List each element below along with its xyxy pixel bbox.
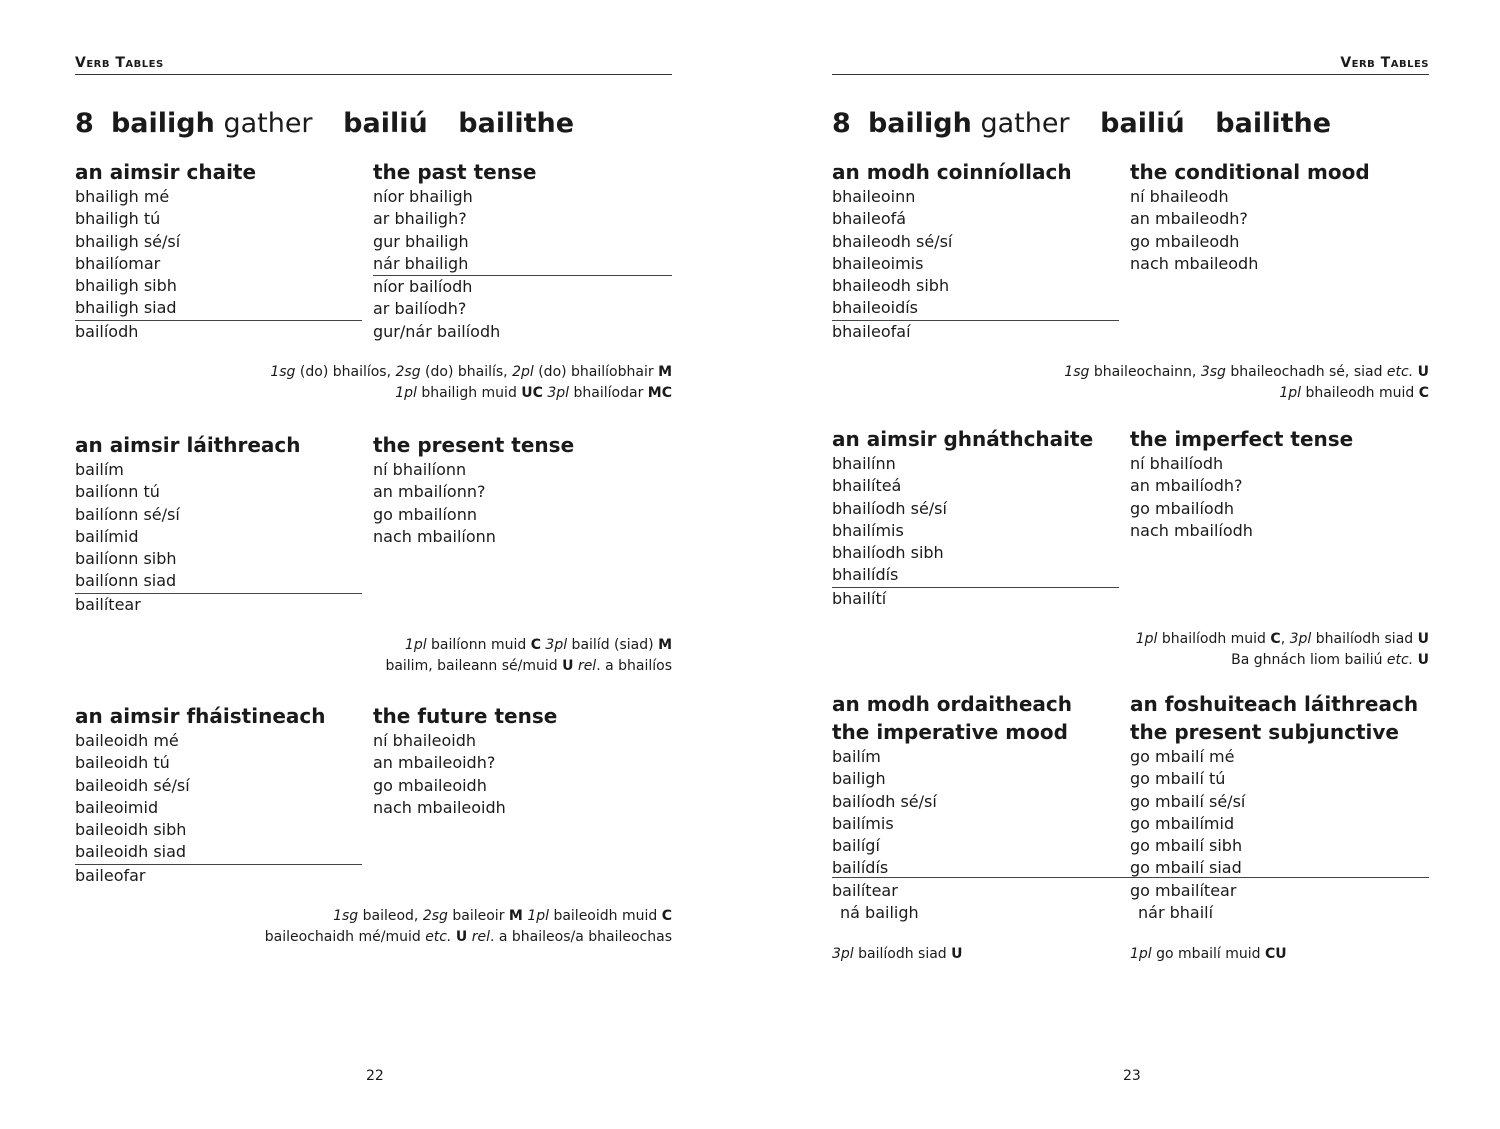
- note-line: 1pl bailíonn muid C 3pl bailíd (siad) M: [404, 637, 672, 653]
- form: bhaileoimis: [832, 253, 924, 273]
- form: bhailigh sé/sí: [75, 231, 181, 251]
- form: ní bhailíodh: [1130, 454, 1224, 473]
- note-line: Ba ghnách liom bailiú etc. U: [1231, 651, 1429, 668]
- divider-rule: [832, 877, 1429, 878]
- future-affirmative-column: [75, 702, 362, 887]
- form: bhailigh tú: [75, 209, 161, 229]
- form: bailím: [75, 460, 124, 479]
- present-negative-column: [373, 431, 672, 548]
- form: bhaileodh sibh: [832, 276, 950, 296]
- form: bhaileodh sé/sí: [832, 231, 953, 251]
- form: bhailíteá: [832, 476, 902, 496]
- form: bailíonn tú: [75, 482, 160, 502]
- form: bailíodh sé/sí: [832, 791, 937, 811]
- autonomous-form: bailítear: [75, 594, 141, 614]
- form: baileoidh sibh: [75, 820, 187, 840]
- present-affirmative-column: [75, 431, 362, 616]
- present-title-ga: an aimsir láithreach: [75, 433, 301, 457]
- form: bhailigh sibh: [75, 276, 177, 296]
- form: an mbailíodh?: [1130, 476, 1243, 496]
- form: ar bhailigh?: [373, 209, 467, 229]
- imperative-dialect-note: 3pl bailíodh siad U: [832, 946, 963, 963]
- past-title-en: the past tense: [373, 160, 537, 184]
- autonomous-form: bhaileofaí: [832, 321, 911, 341]
- form: go mbailí sé/sí: [1130, 791, 1246, 811]
- form: baileoidh siad: [75, 841, 362, 864]
- past-negative-column: [373, 158, 672, 343]
- note-line: 1pl bhaileodh muid C: [1279, 384, 1429, 401]
- form: go mbailí mé: [1130, 747, 1235, 766]
- autonomous-form: baileofar: [75, 865, 146, 885]
- subjunctive-negative: nár bhailí: [1138, 903, 1214, 923]
- conditional-title-ga: an modh coinníollach: [832, 160, 1072, 184]
- running-head-right: Verb Tables: [832, 55, 1429, 75]
- verb-gloss: gather: [980, 108, 1070, 139]
- verb-root: bailigh: [110, 108, 215, 139]
- verb-gloss: gather: [223, 108, 313, 139]
- conditional-affirmative-column: [832, 158, 1119, 343]
- form: bhailíodh sé/sí: [832, 498, 947, 518]
- form: bhailínn: [832, 454, 896, 473]
- conditional-title-en: the conditional mood: [1130, 160, 1370, 184]
- verbal-participle: bailithe: [1215, 108, 1332, 139]
- note-line: baileochaidh mé/muid etc. U rel. a bhaileos/a bhaileochas: [264, 928, 672, 945]
- autonomous-form: bhailítí: [832, 588, 887, 608]
- form: go mbaileodh: [1130, 231, 1240, 251]
- form: níor bailíodh: [373, 277, 473, 297]
- form: go mbaileoidh: [373, 775, 487, 795]
- form: bailígí: [832, 836, 880, 856]
- form: bhailídís: [832, 564, 1119, 587]
- form: bhailíodh sibh: [832, 543, 944, 563]
- left-page: [75, 0, 672, 1129]
- imperative-title-en: the imperative mood: [832, 720, 1068, 744]
- conditional-dialect-notes: [1064, 362, 1429, 403]
- future-title-ga: an aimsir fháistineach: [75, 704, 326, 728]
- note-line: bailim, baileann sé/muid U rel. a bhailíos: [385, 657, 672, 674]
- verb-title-right: [832, 108, 1331, 139]
- form: bhaileoinn: [832, 187, 916, 206]
- form: ní bhaileoidh: [373, 731, 477, 750]
- imperfect-negative-column: [1130, 425, 1429, 542]
- note-line: 1sg (do) bhailíos, 2sg (do) bhailís, 2pl (do) bhailíobhair M: [270, 364, 672, 380]
- form: bhaileofá: [832, 209, 907, 229]
- form: go mbailíodh: [1130, 498, 1234, 518]
- subjunctive-title-ga: an foshuiteach láithreach: [1130, 692, 1419, 716]
- verbal-participle: bailithe: [458, 108, 575, 139]
- subjunctive-column: [1130, 690, 1429, 965]
- form: bailíonn siad: [75, 570, 362, 593]
- past-dialect-notes: [270, 362, 672, 403]
- form: bhailigh mé: [75, 187, 170, 206]
- form: bhailíomar: [75, 253, 161, 273]
- verbal-noun: bailiú: [1100, 108, 1185, 139]
- form: níor bhailigh: [373, 187, 473, 206]
- form: nach mbaileoidh: [373, 797, 506, 817]
- autonomous-form: bailíodh: [75, 321, 139, 341]
- autonomous-form: go mbailítear: [1130, 880, 1237, 900]
- form: bailíonn sé/sí: [75, 504, 180, 524]
- form: ní bhailíonn: [373, 460, 467, 479]
- form: an mbaileoidh?: [373, 753, 496, 773]
- form: bailigh: [832, 769, 886, 789]
- form: go mbailí sibh: [1130, 836, 1243, 856]
- form: nach mbailíonn: [373, 526, 496, 546]
- form: gur/nár bailíodh: [373, 321, 501, 341]
- form: an mbailíonn?: [373, 482, 486, 502]
- present-title-en: the present tense: [373, 433, 575, 457]
- right-page: [832, 0, 1429, 1129]
- form: bhaileoidís: [832, 297, 1119, 320]
- form: bailímid: [75, 526, 139, 546]
- future-negative-column: [373, 702, 672, 819]
- note-line: 1pl bhailigh muid UC 3pl bhailíodar MC: [395, 384, 672, 401]
- form: bailídís: [832, 858, 889, 878]
- imperative-title-ga: an modh ordaitheach: [832, 692, 1073, 716]
- form: ar bailíodh?: [373, 299, 467, 319]
- form: bailímis: [832, 813, 894, 833]
- form: baileoimid: [75, 797, 159, 817]
- page-number-left: 22: [366, 1068, 384, 1084]
- imperfect-affirmative-column: [832, 425, 1119, 610]
- form: bhailigh siad: [75, 297, 362, 320]
- page-number-right: 23: [1123, 1068, 1141, 1084]
- form: bailím: [832, 747, 881, 766]
- imperative-negative: ná bailigh: [840, 903, 919, 923]
- note-line: 1pl bhailíodh muid C, 3pl bhailíodh siad U: [1135, 631, 1429, 647]
- autonomous-form: bailítear: [832, 880, 898, 900]
- form: baileoidh tú: [75, 753, 170, 773]
- form: go mbailí siad: [1130, 858, 1242, 878]
- note-line: 1sg bhaileochainn, 3sg bhaileochadh sé, siad etc. U: [1064, 364, 1429, 380]
- present-dialect-notes: [385, 635, 672, 676]
- form: nach mbaileodh: [1130, 253, 1259, 273]
- form: an mbaileodh?: [1130, 209, 1248, 229]
- form: ní bhaileodh: [1130, 187, 1229, 206]
- subjunctive-title-en: the present subjunctive: [1130, 720, 1399, 744]
- form: baileoidh sé/sí: [75, 775, 190, 795]
- imperfect-dialect-notes: [1136, 629, 1429, 670]
- imperfect-title-ga: an aimsir ghnáthchaite: [832, 427, 1094, 451]
- form: go mbailí tú: [1130, 769, 1226, 789]
- verb-number: 8: [832, 108, 851, 139]
- form: baileoidh mé: [75, 731, 179, 750]
- verb-number: 8: [75, 108, 94, 139]
- past-title-ga: an aimsir chaite: [75, 160, 257, 184]
- future-title-en: the future tense: [373, 704, 558, 728]
- note-line: 1sg baileod, 2sg baileoir M 1pl baileoidh muid C: [333, 908, 672, 924]
- form: bhailímis: [832, 520, 904, 540]
- past-affirmative-column: [75, 158, 362, 343]
- form: go mbailíonn: [373, 504, 477, 524]
- form: nach mbailíodh: [1130, 520, 1253, 540]
- verb-title-left: [75, 108, 574, 139]
- conditional-negative-column: [1130, 158, 1429, 275]
- imperative-column: [832, 690, 1119, 965]
- form: gur bhailigh: [373, 231, 469, 251]
- verb-root: bailigh: [867, 108, 972, 139]
- future-dialect-notes: [265, 906, 672, 947]
- running-head-left: Verb Tables: [75, 55, 672, 75]
- form: bailíonn sibh: [75, 549, 177, 569]
- form: go mbailímid: [1130, 813, 1235, 833]
- imperfect-title-en: the imperfect tense: [1130, 427, 1354, 451]
- verbal-noun: bailiú: [343, 108, 428, 139]
- subjunctive-dialect-note: 1pl go mbailí muid CU: [1130, 946, 1287, 963]
- form: nár bhailigh: [373, 253, 672, 276]
